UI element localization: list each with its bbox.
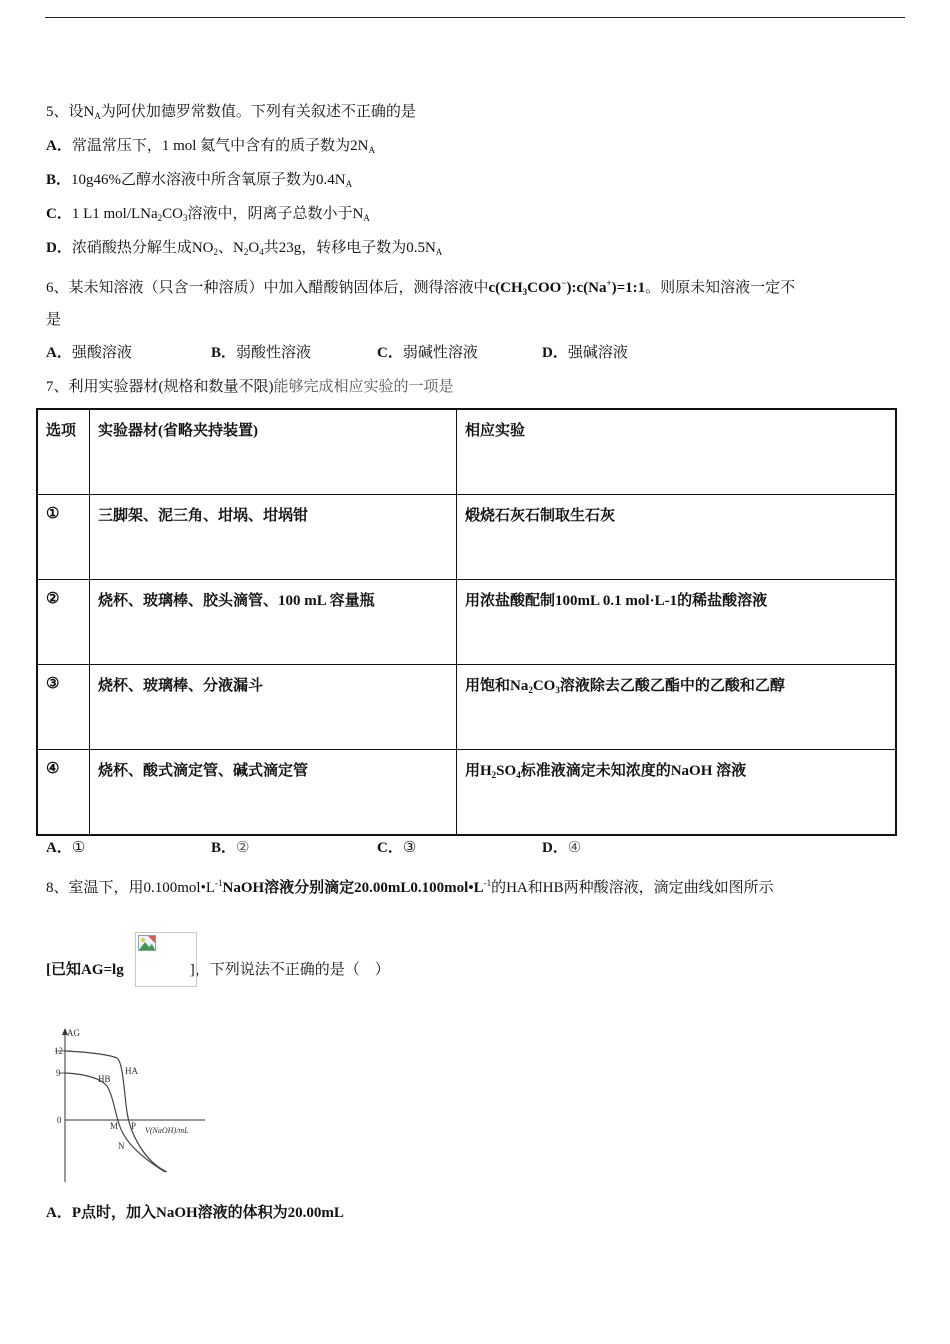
q7-stem: 7、利用实验器材(规格和数量不限)能够完成相应实验的一项是	[46, 379, 454, 395]
q7-option-c: C．③	[377, 840, 417, 856]
point-n-label: N	[118, 1141, 125, 1151]
q6-option-d: D．强碱溶液	[542, 345, 628, 361]
point-m-label: M	[110, 1121, 119, 1131]
y-tick-12: 12	[54, 1046, 63, 1056]
q7-option-b: B．②	[211, 840, 250, 856]
y-tick-0: 0	[57, 1115, 62, 1125]
q5-option-d: D．浓硝酸热分解生成$NO_2$、$N_2O_4$共23g，转移电子数为$0.5N_A$	[46, 240, 443, 257]
q8-stem: 8、室温下，用$0.100mol•L^{-1}NaOH$溶液分别滴定$20.00mL0.100mol•L^{-1}$的HA和HB两种酸溶液，滴定曲线如图所示	[46, 878, 774, 896]
x-axis-label: V(NaOH)/mL	[145, 1126, 189, 1135]
table-row	[37, 750, 896, 836]
row-experiment: 用饱和$Na_2CO_3$溶液除去乙酸乙酯中的乙酸和乙醇	[457, 665, 897, 750]
y-axis-label: AG	[67, 1028, 80, 1038]
y-tick-9: 9	[56, 1068, 61, 1078]
q5-option-b: B．10g46%乙醇水溶液中所含氧原子数为$0.4N_A$	[46, 172, 353, 189]
q5-option-c: C．1 L1 mol/$LNa_2CO_3$溶液中，阴离子总数小于$N_A$	[46, 206, 370, 223]
row-experiment: 用浓盐酸配制100mL 0.1 mol·L-1的稀盐酸溶液	[457, 580, 897, 665]
point-p-label: P	[131, 1121, 137, 1131]
q5-option-a: A．常温常压下，1 mol 氦气中含有的质子数为$2N_A$	[46, 138, 376, 155]
q6-option-c: C．弱碱性溶液	[377, 345, 478, 361]
table-row	[37, 580, 896, 665]
table-row	[37, 665, 896, 750]
hb-label: HB	[98, 1074, 111, 1084]
ha-label: HA	[125, 1066, 138, 1076]
row-experiment: 用$H_2SO_4$标准液滴定未知浓度的NaOH 溶液	[457, 750, 897, 836]
row-equipment: 烧杯、玻璃棒、分液漏斗	[90, 665, 457, 750]
titration-curve-graph	[45, 1022, 225, 1187]
q5-stem: 5、设$N_A$为阿伏加德罗常数值。下列有关叙述不正确的是	[46, 104, 416, 121]
row-equipment: 烧杯、玻璃棒、胶头滴管、100 mL 容量瓶	[90, 580, 457, 665]
q6-option-b: B．弱酸性溶液	[211, 345, 312, 361]
header-experiment: 相应实验	[457, 409, 897, 495]
q8-known: [已知AG=lg ]，下列说法不正确的是（ ）	[46, 962, 390, 978]
broken-formula-image	[135, 932, 197, 987]
row-id: ②	[37, 580, 90, 665]
q7-option-a: A．①	[46, 840, 86, 856]
header-option: 选项	[37, 409, 90, 495]
row-equipment: 烧杯、酸式滴定管、碱式滴定管	[90, 750, 457, 836]
row-equipment: 三脚架、泥三角、坩埚、坩埚钳	[90, 495, 457, 580]
row-id: ④	[37, 750, 90, 836]
row-id: ③	[37, 665, 90, 750]
q6-stem-continued: 是	[46, 312, 62, 328]
table-row	[37, 495, 896, 580]
table-header-row	[37, 409, 896, 495]
q7-option-d: D．④	[542, 840, 582, 856]
header-equipment: 实验器材(省略夹持装置)	[90, 409, 457, 495]
broken-image-icon	[138, 935, 156, 951]
header-rule	[45, 17, 905, 18]
q6-option-a: A．强酸溶液	[46, 345, 132, 361]
q6-stem: 6、某未知溶液（只含一种溶质）中加入醋酸钠固体后，测得溶液中$c(CH_3COO^-):c(Na^+)=1:1$。则原未知溶液一定不	[46, 278, 796, 297]
row-id: ①	[37, 495, 90, 580]
q7-table	[36, 408, 897, 836]
q8-option-a: A．P点时，加入NaOH溶液的体积为20.00mL	[46, 1205, 344, 1221]
row-experiment: 煅烧石灰石制取生石灰	[457, 495, 897, 580]
